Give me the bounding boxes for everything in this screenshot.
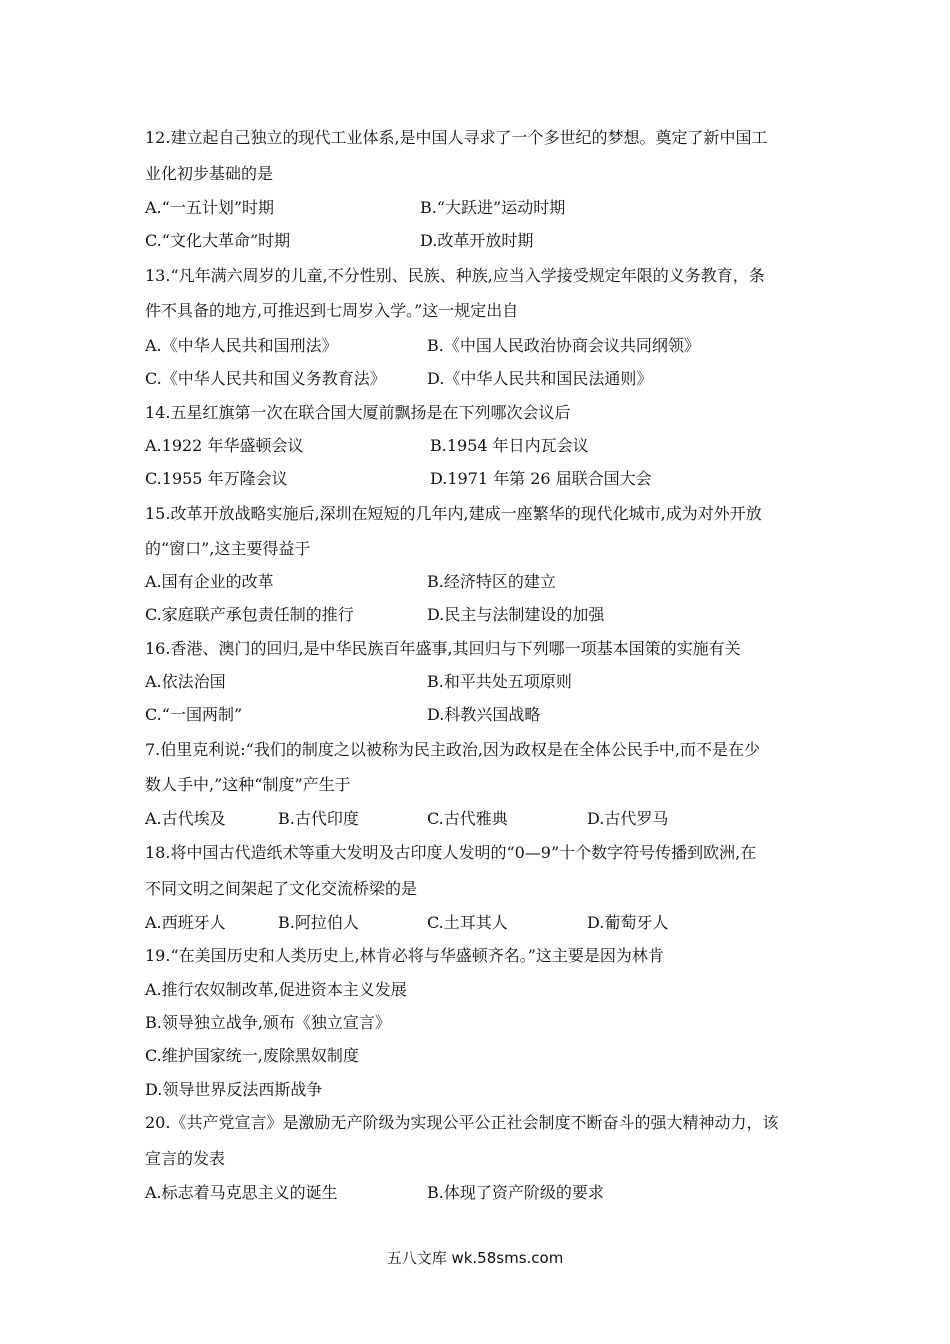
question-12-option-a: A.“一五计划”时期 xyxy=(145,198,275,217)
question-15-option-a: A.国有企业的改革 xyxy=(145,572,274,591)
question-17-option-b: B.古代印度 xyxy=(278,809,359,828)
question-17-option-c: C.古代雅典 xyxy=(427,809,508,828)
question-19-stem-line-1: 19.“在美国历史和人类历史上,林肯必将与华盛顿齐名。”这主要是因为林肯 xyxy=(145,946,664,965)
question-16-option-d: D.科教兴国战略 xyxy=(427,705,541,724)
question-13-option-d: D.《中华人民共和国民法通则》 xyxy=(427,369,653,388)
question-13-stem-line-1: 13.“凡年满六周岁的儿童,不分性别、民族、种族,应当入学接受规定年限的义务教育，条 xyxy=(145,266,765,285)
question-18-stem-line-1: 18.将中国古代造纸术等重大发明及古印度人发明的“0—9”十个数字符号传播到欧洲,在 xyxy=(145,843,757,862)
question-16-option-b: B.和平共处五项原则 xyxy=(427,672,572,691)
question-18-option-b: B.阿拉伯人 xyxy=(278,913,359,932)
question-14-option-b: B.1954 年日内瓦会议 xyxy=(430,436,589,455)
question-12-option-d: D.改革开放时期 xyxy=(420,231,534,250)
question-16-stem-line-1: 16.香港、澳门的回归,是中华民族百年盛事,其回归与下列哪一项基本国策的实施有关 xyxy=(145,639,741,658)
question-15-stem-line-2: 的“窗口”,这主要得益于 xyxy=(145,539,311,558)
question-17-option-d: D.古代罗马 xyxy=(587,809,669,828)
question-14-option-c: C.1955 年万隆会议 xyxy=(145,469,288,488)
question-13-option-a: A.《中华人民共和国刑法》 xyxy=(145,336,338,355)
question-20-stem-line-2: 宣言的发表 xyxy=(145,1149,226,1168)
question-20-option-a: A.标志着马克思主义的诞生 xyxy=(145,1183,338,1202)
question-14-option-a: A.1922 年华盛顿会议 xyxy=(145,436,304,455)
question-18-option-d: D.葡萄牙人 xyxy=(587,913,669,932)
question-12-option-c: C.“文化大革命”时期 xyxy=(145,231,291,250)
question-15-option-b: B.经济特区的建立 xyxy=(427,572,556,591)
question-16-option-c: C.“一国两制” xyxy=(145,705,243,724)
question-19-option-b: B.领导独立战争,颁布《独立宣言》 xyxy=(145,1013,391,1032)
question-13-option-c: C.《中华人民共和国义务教育法》 xyxy=(145,369,386,388)
question-13-stem-line-2: 件不具备的地方,可推迟到七周岁入学。”这一规定出自 xyxy=(145,301,519,320)
question-12-option-b: B.“大跃进”运动时期 xyxy=(420,198,566,217)
question-17-stem-line-1: 7.伯里克利说:“我们的制度之以被称为民主政治,因为政权是在全体公民手中,而不是在少 xyxy=(145,740,761,759)
question-13-option-b: B.《中国人民政治协商会议共同纲领》 xyxy=(427,336,700,355)
question-12-stem-line-1: 12.建立起自己独立的现代工业体系,是中国人寻求了一个多世纪的梦想。奠定了新中国工 xyxy=(145,128,768,147)
question-20-option-b: B.体现了资产阶级的要求 xyxy=(427,1183,604,1202)
question-19-option-c: C.维护国家统一,废除黑奴制度 xyxy=(145,1046,359,1065)
question-14-option-d: D.1971 年第 26 届联合国大会 xyxy=(430,469,652,488)
question-20-stem-line-1: 20.《共产党宣言》是激励无产阶级为实现公平公正社会制度不断奋斗的强大精神动力，该 xyxy=(145,1113,779,1132)
question-15-option-c: C.家庭联产承包责任制的推行 xyxy=(145,605,354,624)
question-18-option-a: A.西班牙人 xyxy=(145,913,226,932)
question-12-stem-line-2: 业化初步基础的是 xyxy=(145,164,274,183)
question-15-stem-line-1: 15.改革开放战略实施后,深圳在短短的几年内,建成一座繁华的现代化城市,成为对外开放 xyxy=(145,504,762,523)
question-18-option-c: C.土耳其人 xyxy=(427,913,508,932)
question-17-stem-line-2: 数人手中,”这种“制度”产生于 xyxy=(145,775,351,794)
question-17-option-a: A.古代埃及 xyxy=(145,809,226,828)
question-16-option-a: A.依法治国 xyxy=(145,672,226,691)
question-14-stem-line-1: 14.五星红旗第一次在联合国大厦前飘扬是在下列哪次会议后 xyxy=(145,403,571,422)
question-19-option-a: A.推行农奴制改革,促进资本主义发展 xyxy=(145,980,407,999)
question-19-option-d: D.领导世界反法西斯战争 xyxy=(145,1080,323,1099)
question-15-option-d: D.民主与法制建设的加强 xyxy=(427,605,605,624)
footer-watermark: 五八文库 wk.58sms.com xyxy=(386,1249,564,1267)
question-18-stem-line-2: 不同文明之间架起了文化交流桥梁的是 xyxy=(145,879,418,898)
